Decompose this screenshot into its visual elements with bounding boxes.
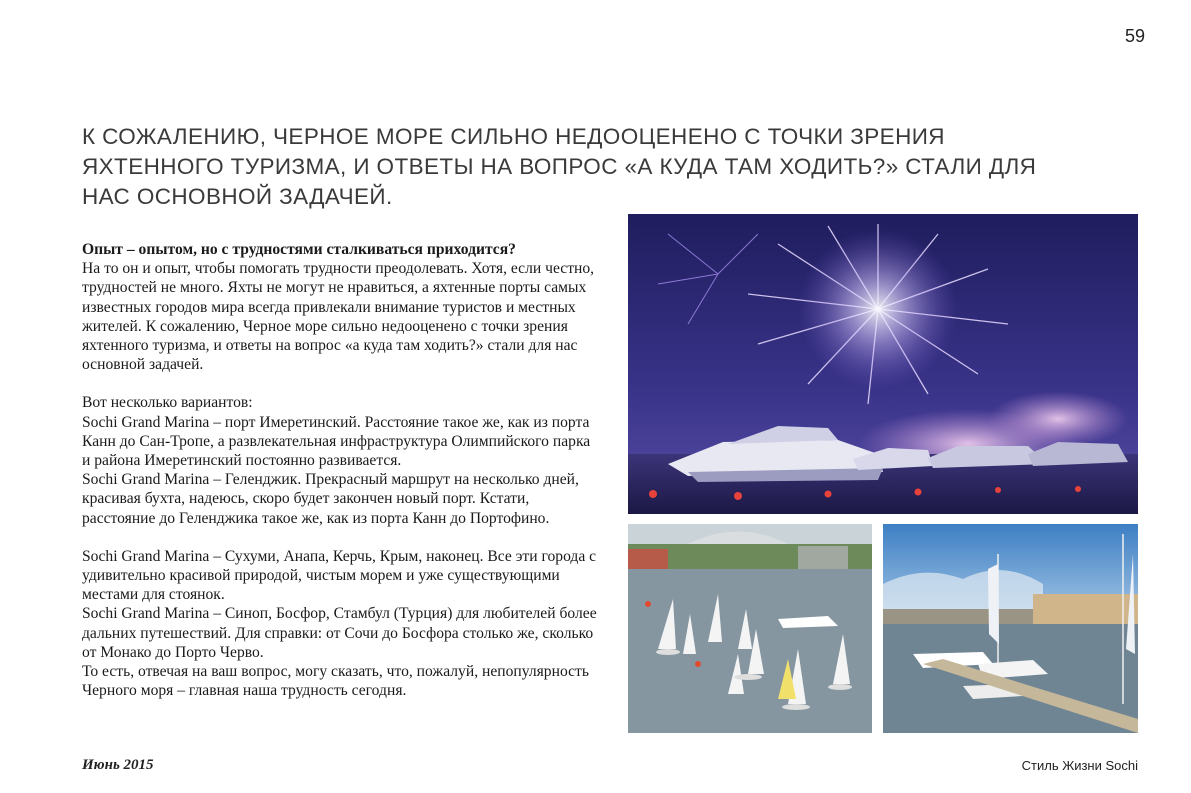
footer-date: Июнь 2015 (82, 757, 154, 773)
footer-magazine-name: Стиль Жизни Sochi (1021, 758, 1138, 773)
variant-imeretinsky: Sochi Grand Marina – порт Имеретинский. Расстояние такое же, как из порта Канн до Сан-Тропе, а развлекательная инфраструктура Олимпийского парка и района Имеретинский постоянно развивается. (82, 413, 591, 470)
fireworks-photo (628, 214, 1138, 514)
marina-photo (883, 524, 1138, 733)
variants-intro: Вот несколько вариантов: (82, 394, 253, 412)
interview-question: Опыт – опытом, но с трудностями сталкиваться приходится? (82, 241, 516, 258)
regatta-photo (628, 524, 872, 733)
article-body (82, 240, 602, 700)
regatta-image (628, 524, 872, 733)
variant-turkey: Sochi Grand Marina – Синоп, Босфор, Стамбул (Турция) для любителей более дальних путешествий. Для справки: от Сочи до Босфора столько же, сколько от Монако до Порто Черво. (82, 605, 597, 661)
marina-image (883, 524, 1138, 733)
headline-quote: К СОЖАЛЕНИЮ, ЧЕРНОЕ МОРЕ СИЛЬНО НЕДООЦЕНЕНО С ТОЧКИ ЗРЕНИЯ ЯХТЕННОГО ТУРИЗМА, И ОТВЕТЫ НА ВОПРОС «А КУДА ТАМ ХОДИТЬ?» СТАЛИ ДЛЯ НАС ОСНОВНОЙ ЗАДАЧЕЙ. (82, 124, 1037, 209)
interview-answer: На то он и опыт, чтобы помогать трудности преодолевать. Хотя, если честно, трудностей не много. Яхты не могут не нравиться, а яхтенные порты самых известных городов мира всегда привлекали внимание туристов и местных жителей. К сожалению, Черное море сильно недооценено с точки зрения яхтенного туризма, и ответы на вопрос «а куда там ходить?» стали для нас основной задачей. (82, 260, 595, 374)
variant-gelendzhik: Sochi Grand Marina – Геленджик. Прекрасный маршрут на несколько дней, красивая бухта, надеюсь, скоро будет закончен новый порт. Кстати, расстояние до Геленджика такое же, как из порта Канн до Портофино. (82, 471, 579, 527)
fireworks-image (628, 214, 1138, 514)
conclusion: То есть, отвечая на ваш вопрос, могу сказать, что, пожалуй, непопулярность Черного моря – главная наша трудность сегодня. (82, 663, 589, 700)
page-number: 59 (1124, 26, 1145, 46)
variant-sukhumi: Sochi Grand Marina – Сухуми, Анапа, Керчь, Крым, наконец. Все эти города с удивительно красивой природой, чистым морем и уже существующими местами для стоянок. (82, 547, 597, 604)
